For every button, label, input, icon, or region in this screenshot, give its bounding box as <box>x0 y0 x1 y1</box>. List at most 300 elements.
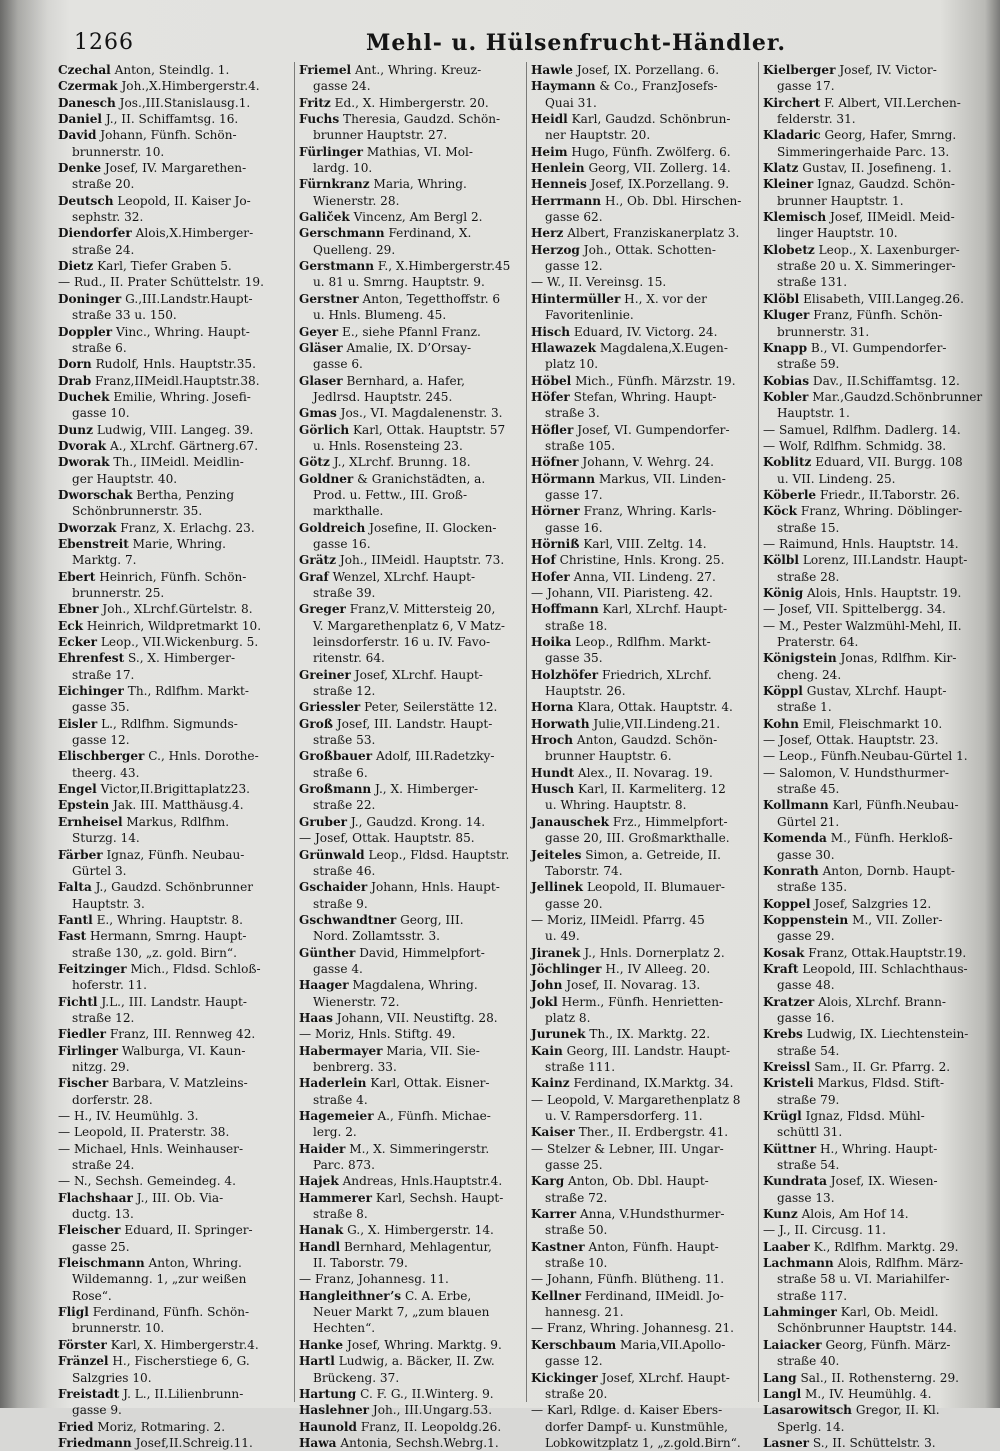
directory-entry-continuation <box>763 258 989 274</box>
directory-entry <box>763 1075 989 1091</box>
entry-text: Markus, VII. Linden- <box>598 471 726 486</box>
entry-text: Josef, Salzgries 12. <box>814 896 932 911</box>
directory-entry-continuation <box>299 438 525 454</box>
directory-entry-continuation <box>531 1353 757 1369</box>
entry-text: Johann, Hnls. Haupt- <box>371 880 500 895</box>
directory-entry <box>531 225 757 241</box>
entry-text: gasse 25. <box>72 1239 130 1254</box>
entry-text: u. Hnls. Blumeng. 45. <box>313 308 447 323</box>
entry-name: Hawa <box>299 1435 337 1450</box>
entry-text: Stefan, Whring. Haupt- <box>573 389 717 404</box>
directory-entry <box>763 961 989 977</box>
entry-text: ner Hauptstr. 20. <box>545 128 651 143</box>
directory-entry <box>58 324 288 340</box>
entry-text: — Josef, Ottak. Hauptstr. 85. <box>299 831 475 846</box>
directory-entry <box>58 111 288 127</box>
directory-entry-continuation <box>58 144 288 160</box>
entry-name: Hawle <box>531 63 573 77</box>
directory-entry <box>531 667 757 683</box>
entry-name: Köck <box>763 504 798 519</box>
entry-text: Hauptstr. 26. <box>545 684 626 699</box>
entry-text: Karl, Ottak. Eisner- <box>370 1076 490 1091</box>
directory-entry-continuation <box>299 1059 525 1075</box>
entry-text: Josef, VI. Gumpendorfer- <box>577 422 730 437</box>
directory-entry <box>299 258 525 274</box>
entry-text: Gustav, II. Josefineng. 1. <box>802 161 952 176</box>
column-4 <box>758 62 989 1450</box>
entry-name: Koppel <box>763 896 811 911</box>
directory-entry-continuation <box>531 127 757 143</box>
directory-entry-continuation <box>531 585 757 601</box>
entry-name: Dworschak <box>58 487 133 502</box>
directory-entry <box>299 422 525 438</box>
directory-entry <box>299 1043 525 1059</box>
directory-entry-continuation <box>58 1092 288 1108</box>
entry-text: — Wolf, Rdlfhm. Schmidg. 38. <box>763 438 947 453</box>
directory-entry <box>58 961 288 977</box>
entry-text: straße 10. <box>545 1256 608 1271</box>
entry-name: Kastner <box>531 1239 585 1254</box>
entry-text: sephstr. 32. <box>72 210 144 225</box>
directory-entry <box>58 1435 288 1451</box>
entry-name: Langl <box>763 1386 802 1401</box>
entry-name: Gmas <box>299 406 337 421</box>
directory-entry <box>763 176 989 192</box>
entry-text: Hechten“. <box>313 1321 376 1336</box>
entry-text: — N., Sechsh. Gemeindeg. 4. <box>58 1174 236 1189</box>
directory-entry <box>58 618 288 634</box>
directory-entry-continuation <box>763 324 989 340</box>
entry-name: Köppl <box>763 684 803 699</box>
entry-text: Rudolf, Hnls. Hauptstr.35. <box>95 357 256 372</box>
entry-name: Gruber <box>299 814 348 829</box>
entry-text: gasse 62. <box>545 210 603 225</box>
directory-entry <box>299 471 525 487</box>
directory-entry-continuation <box>299 1157 525 1173</box>
entry-text: F., X.Himbergerstr.45 <box>377 259 511 274</box>
directory-entry <box>763 1141 989 1157</box>
directory-entry <box>531 765 757 781</box>
directory-entry-continuation <box>531 1402 757 1418</box>
entry-text: Vincenz, Am Bergl 2. <box>353 210 483 225</box>
entry-text: straße 54. <box>777 1043 840 1058</box>
entry-text: straße 58 u. VI. Mariahilfer- <box>777 1272 950 1287</box>
entry-text: Walburga, VI. Kaun- <box>121 1043 246 1058</box>
entry-text: J., XLrchf. Brunng. 18. <box>333 455 471 470</box>
entry-name: Elischberger <box>58 749 145 764</box>
entry-name: Haider <box>299 1141 346 1156</box>
entry-name: Kickinger <box>531 1370 598 1385</box>
directory-entry <box>531 340 757 356</box>
entry-name: Dunz <box>58 422 93 437</box>
entry-name: Hörniß <box>531 536 580 551</box>
column-3 <box>526 62 757 1450</box>
entry-name: Gläser <box>299 340 343 355</box>
directory-entry-continuation <box>531 1141 757 1157</box>
entry-text: Victor,II.Brigittaplatz23. <box>100 782 250 797</box>
directory-entry-continuation <box>763 634 989 650</box>
directory-entry-continuation <box>58 274 288 290</box>
entry-name: Hoika <box>531 635 572 650</box>
directory-entry <box>531 569 757 585</box>
directory-entry-continuation <box>299 1370 525 1386</box>
directory-entry <box>299 847 525 863</box>
entry-name: Fantl <box>58 912 93 927</box>
directory-entry <box>531 601 757 617</box>
directory-entry <box>531 732 757 748</box>
entry-text: Hugo, Fünfh. Zwölferg. 6. <box>571 144 731 159</box>
entry-name: Haunold <box>299 1419 357 1434</box>
entry-name: Eichinger <box>58 684 124 699</box>
entry-name: Holzhöfer <box>531 667 599 682</box>
directory-entry-continuation <box>763 1419 989 1435</box>
directory-entry-continuation <box>299 618 525 634</box>
directory-entry <box>531 536 757 552</box>
entry-name: Kobler <box>763 389 809 404</box>
entry-text: brunnerstr. 31. <box>777 324 870 339</box>
entry-text: gasse 4. <box>313 961 363 976</box>
entry-text: Magdalena, Whring. <box>352 978 478 993</box>
directory-entry-continuation <box>763 1288 989 1304</box>
entry-text: Prod. u. Fettw., III. Groß- <box>313 487 468 502</box>
entry-name: Dworzak <box>58 520 117 535</box>
entry-text: Sturzg. 14. <box>72 831 140 846</box>
directory-entry-continuation <box>299 585 525 601</box>
directory-entry-continuation <box>299 732 525 748</box>
directory-entry <box>58 62 288 78</box>
entry-text: Hauptstr. 1. <box>777 406 850 421</box>
entry-text: Anton, Tegetthoffstr. 6 <box>362 291 501 306</box>
entry-text: straße 28. <box>777 569 840 584</box>
entry-name: Danesch <box>58 95 116 110</box>
directory-entry <box>531 1173 757 1189</box>
directory-entry-continuation <box>531 95 757 111</box>
directory-entry <box>531 176 757 192</box>
entry-text: Josef, III. Landstr. Haupt- <box>336 716 493 731</box>
directory-entry-continuation <box>58 699 288 715</box>
entry-text: S., II. Schüttelstr. 3. <box>812 1435 936 1450</box>
entry-text: Leop., X. Laxenburger- <box>818 242 960 257</box>
entry-name: Fried <box>58 1419 94 1434</box>
entry-name: Henlein <box>531 161 585 176</box>
entry-text: benbrerg. 33. <box>313 1059 397 1074</box>
directory-entry <box>58 193 288 209</box>
entry-name: Gerstner <box>299 291 359 306</box>
entry-text: Karl, X. Himbergerstr.4. <box>110 1337 259 1352</box>
entry-name: Karrer <box>531 1207 577 1222</box>
directory-entry <box>763 945 989 961</box>
directory-entry-continuation <box>299 1124 525 1140</box>
entry-text: Friedr., II.Taborstr. 26. <box>819 487 960 502</box>
entry-name: Hartung <box>299 1386 357 1401</box>
entry-text: Karl, Sechsh. Haupt- <box>375 1190 504 1205</box>
entry-name: Knapp <box>763 340 808 355</box>
directory-entry <box>531 324 757 340</box>
directory-entry-continuation <box>299 1320 525 1336</box>
entry-text: Bernhard, a. Hafer, <box>346 373 465 388</box>
entry-text: gasse 12. <box>545 259 603 274</box>
entry-text: M., IV. Heumühlg. 4. <box>805 1386 932 1401</box>
entry-text: straße 45. <box>777 782 840 797</box>
entry-text: gasse 29. <box>777 929 835 944</box>
entry-text: Ed., X. Himbergerstr. 20. <box>334 95 489 110</box>
entry-text: Neuer Markt 7, „zum blauen <box>313 1305 490 1320</box>
entry-name: Fritz <box>299 95 331 110</box>
directory-entry <box>763 863 989 879</box>
entry-name: Hörmann <box>531 471 596 486</box>
directory-entry-continuation <box>299 863 525 879</box>
entry-text: — Leopold, V. Margarethenplatz 8 <box>531 1092 741 1107</box>
entry-text: straße 12. <box>72 1010 135 1025</box>
entry-text: M., X. Simmeringerstr. <box>349 1141 490 1156</box>
entry-name: Kosak <box>763 945 805 960</box>
directory-entry <box>58 601 288 617</box>
directory-entry <box>299 373 525 389</box>
entry-text: B., VI. Gumpendorfer- <box>810 340 947 355</box>
entry-name: König <box>763 586 804 600</box>
entry-name: Kluger <box>763 308 810 323</box>
directory-entry-continuation <box>763 569 989 585</box>
entry-name: Handl <box>299 1239 341 1254</box>
entry-text: Heinrich, Fünfh. Schön- <box>99 569 247 584</box>
directory-entry <box>58 258 288 274</box>
entry-name: Färber <box>58 847 103 862</box>
directory-entry-continuation <box>531 356 757 372</box>
entry-text: straße 20 u. X. Simmeringer- <box>777 259 956 274</box>
entry-text: ger Hauptstr. 40. <box>72 471 178 486</box>
directory-entry <box>763 1386 989 1402</box>
directory-entry-continuation <box>58 667 288 683</box>
directory-entry-continuation <box>763 536 989 552</box>
directory-entry-continuation <box>299 1092 525 1108</box>
directory-entry <box>531 1370 757 1386</box>
entry-text: — Josef, Ottak. Hauptstr. 23. <box>763 733 939 748</box>
directory-entry-continuation <box>763 1010 989 1026</box>
entry-text: Ignaz, Fldsd. Mühl- <box>805 1109 925 1123</box>
directory-entry <box>58 536 288 552</box>
directory-entry <box>58 879 288 895</box>
entry-text: Dav., II.Schiffamtsg. 12. <box>812 373 960 388</box>
entry-text: Marktg. 7. <box>72 553 137 568</box>
directory-entry <box>531 552 757 568</box>
entry-text: Lobkowitzplatz 1, „z.gold.Birn“. <box>545 1435 741 1450</box>
entry-text: — Johann, VII. Piaristeng. 42. <box>531 586 713 600</box>
entry-text: Albert, Franziskanerplatz 3. <box>567 226 740 241</box>
entry-name: Gschaider <box>299 880 368 895</box>
entry-name: Grätz <box>299 553 336 568</box>
entry-name: Kellner <box>531 1288 581 1303</box>
entry-text: Andreas, Hnls.Hauptstr.4. <box>342 1174 503 1189</box>
directory-entry <box>299 716 525 732</box>
directory-entry-continuation <box>299 634 525 650</box>
entry-name: Horwath <box>531 716 590 731</box>
entry-text: Anton, Fünfh. Haupt- <box>588 1239 719 1254</box>
directory-entry-continuation <box>299 896 525 912</box>
directory-entry <box>58 1353 288 1369</box>
entry-text: straße 9. <box>313 896 368 911</box>
directory-entry <box>763 389 989 405</box>
entry-text: C. F. G., II.Winterg. 9. <box>360 1386 494 1401</box>
entry-name: Fuchs <box>299 112 340 127</box>
entry-text: Josef,II.Schreig.11. <box>135 1435 253 1450</box>
entry-text: J., Hnls. Dornerplatz 2. <box>584 945 725 960</box>
entry-text: Josef, IV. Margarethen- <box>104 161 247 176</box>
entry-text: Leop., VII.Wickenburg. 5. <box>100 635 259 650</box>
directory-entry-continuation <box>763 1157 989 1173</box>
directory-entry <box>531 454 757 470</box>
entry-name: Gerschmann <box>299 226 385 241</box>
entry-name: Kundrata <box>763 1174 827 1189</box>
directory-entry <box>299 699 525 715</box>
directory-entry <box>299 405 525 421</box>
directory-entry <box>763 127 989 143</box>
entry-text: Ther., II. Erdbergstr. 41. <box>578 1125 729 1140</box>
directory-entry <box>58 160 288 176</box>
entry-text: J. L., II.Lilienbrunn- <box>123 1386 244 1401</box>
entry-name: Habermayer <box>299 1043 383 1058</box>
entry-name: Ehrenfest <box>58 651 125 666</box>
entry-name: Friemel <box>299 63 352 77</box>
directory-entry-continuation <box>531 1320 757 1336</box>
entry-text: C., Hnls. Dorothe- <box>148 749 259 764</box>
directory-entry <box>299 520 525 536</box>
entry-text: straße 8. <box>313 1207 368 1222</box>
directory-entry-continuation <box>763 928 989 944</box>
entry-text: Leopold, III. Schlachthaus- <box>802 961 968 976</box>
directory-entry <box>763 209 989 225</box>
entry-name: Groß <box>299 716 333 731</box>
entry-text: straße 53. <box>313 733 376 748</box>
entry-text: platz 8. <box>545 1010 591 1025</box>
entry-text: brunnerstr. 10. <box>72 144 165 159</box>
entry-name: Haderlein <box>299 1076 367 1091</box>
directory-entry <box>58 422 288 438</box>
directory-entry-continuation <box>531 1157 757 1173</box>
entry-text: straße 72. <box>545 1190 608 1205</box>
entry-text: Joh.,X.Himbergerstr.4. <box>121 79 260 94</box>
entry-text: Eduard, IV. Victorg. 24. <box>573 324 718 339</box>
directory-entry <box>531 961 757 977</box>
directory-entry <box>531 847 757 863</box>
entry-text: Schönbrunnerstr. 35. <box>72 504 203 519</box>
entry-text: H., Ob. Dbl. Hirschen- <box>604 193 742 208</box>
directory-entry <box>58 1386 288 1402</box>
directory-entry-continuation <box>763 78 989 94</box>
entry-text: Josef, IX. Wiesen- <box>830 1174 938 1189</box>
page-title: Mehl- u. Hülsenfrucht-Händler. <box>366 30 787 56</box>
entry-text: straße 39. <box>313 586 376 600</box>
directory-entry <box>531 62 757 78</box>
entry-text: linger Hauptstr. 10. <box>777 226 898 241</box>
directory-entry-continuation <box>531 748 757 764</box>
directory-entry-continuation <box>299 389 525 405</box>
directory-entry-continuation <box>58 863 288 879</box>
entry-name: John <box>531 978 563 993</box>
entry-text: Joh., III.Ungarg.53. <box>372 1403 493 1418</box>
directory-entry <box>763 242 989 258</box>
directory-entry <box>299 1239 525 1255</box>
directory-entry <box>531 422 757 438</box>
entry-text: gasse 12. <box>545 1354 603 1369</box>
entry-name: Czermak <box>58 79 118 94</box>
entry-name: Fiedler <box>58 1027 106 1042</box>
entry-text: Franz, III. Rennweg 42. <box>109 1027 256 1042</box>
directory-entry-continuation <box>299 536 525 552</box>
directory-entry <box>763 160 989 176</box>
directory-entry-continuation <box>763 1043 989 1059</box>
entry-name: Kollmann <box>763 798 829 813</box>
entry-name: Komenda <box>763 831 827 846</box>
entry-text: straße 117. <box>777 1288 848 1303</box>
entry-name: Kainz <box>531 1076 570 1091</box>
entry-name: Jiranek <box>531 945 581 960</box>
entry-text: A., Fünfh. Michae- <box>377 1109 491 1123</box>
directory-entry-continuation <box>299 127 525 143</box>
entry-text: Hermann, Smrng. Haupt- <box>90 929 247 944</box>
directory-entry-continuation <box>763 748 989 764</box>
entry-text: Antonia, Sechsh.Webrg.1. <box>340 1435 499 1450</box>
entry-text: straße 1. <box>777 700 832 715</box>
directory-entry <box>58 1222 288 1238</box>
directory-entry-continuation <box>299 650 525 666</box>
entry-text: gasse 20. <box>545 896 603 911</box>
directory-entry <box>299 62 525 78</box>
entry-name: Haager <box>299 978 349 993</box>
directory-entry-continuation <box>58 176 288 192</box>
entry-text: J., X. Himberger- <box>375 782 479 797</box>
entry-name: Dvorak <box>58 438 107 453</box>
entry-name: Feitzinger <box>58 961 127 976</box>
entry-text: H., IV Alleeg. 20. <box>605 961 711 976</box>
entry-text: Herm., Fünfh. Henrietten- <box>561 994 724 1009</box>
entry-text: Wienerstr. 28. <box>313 193 400 208</box>
entry-name: Goldner <box>299 471 354 486</box>
directory-entry-continuation <box>58 1108 288 1124</box>
entry-text: Franz, Whring. Döblinger- <box>800 504 963 519</box>
entry-text: hoferstr. 11. <box>72 978 147 993</box>
entry-text: Johann, V. Wehrg. 24. <box>582 455 714 470</box>
entry-text: C. A. Erbe, <box>404 1288 472 1303</box>
directory-entry <box>299 1141 525 1157</box>
directory-entry-continuation <box>58 1370 288 1386</box>
entry-text: G.,III.Landstr.Haupt- <box>125 291 253 306</box>
directory-entry <box>763 373 989 389</box>
entry-text: straße 4. <box>313 1092 368 1107</box>
entry-text: J.L., III. Landstr. Haupt- <box>101 994 247 1009</box>
entry-name: Koblitz <box>763 455 812 470</box>
entry-name: Hanke <box>299 1337 344 1352</box>
entry-text: straße 15. <box>777 520 840 535</box>
directory-entry <box>58 454 288 470</box>
entry-name: Hoffmann <box>531 602 599 617</box>
entry-name: Laiacker <box>763 1337 822 1352</box>
entry-text: Johann, VII. Neustiftg. 28. <box>336 1010 498 1025</box>
directory-entry <box>58 1190 288 1206</box>
entry-text: Mich., Fldsd. Schloß- <box>130 961 261 976</box>
entry-text: Josef, IV. Victor- <box>839 63 937 77</box>
entry-name: Duchek <box>58 389 110 404</box>
directory-entry-continuation <box>531 1386 757 1402</box>
directory-entry <box>763 1059 989 1075</box>
entry-text: Franz, Ottak.Hauptstr.19. <box>808 945 967 960</box>
directory-entry <box>531 977 757 993</box>
entry-name: Fast <box>58 929 87 944</box>
entry-text: H., Whring. Haupt- <box>819 1141 938 1156</box>
directory-entry <box>763 830 989 846</box>
directory-entry-continuation <box>299 160 525 176</box>
entry-text: gasse 35. <box>72 700 130 715</box>
directory-entry-continuation <box>299 356 525 372</box>
